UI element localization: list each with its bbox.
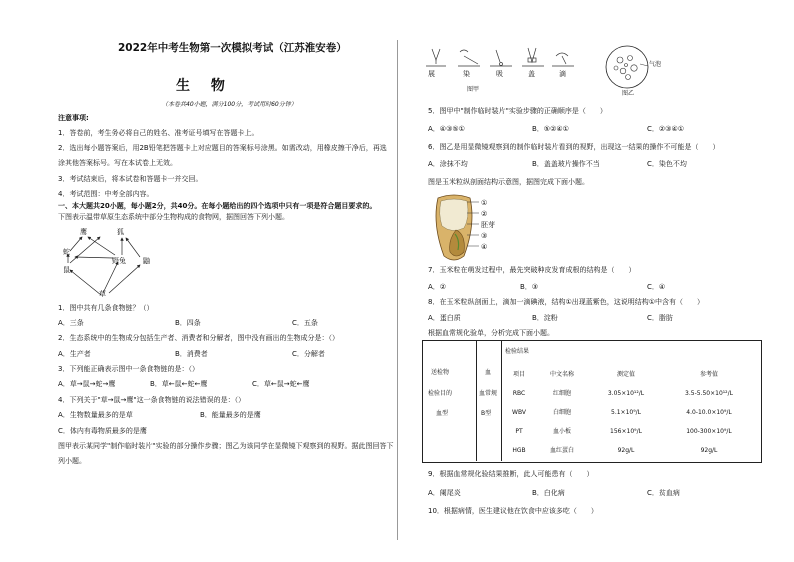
table-cell: 92g/L — [617, 446, 635, 454]
header-cell: 参考值 — [699, 370, 718, 378]
table-cell: 血小板 — [552, 427, 571, 435]
corn-label: ③ — [481, 232, 488, 240]
question: 2．生态系统中的生物成分包括生产者、消费者和分解者，图中没有画出的生物成分是：（） — [58, 334, 339, 342]
header-cell: 测定值 — [616, 370, 635, 378]
table-cell: B型 — [481, 410, 492, 417]
table-rule — [501, 340, 502, 461]
right-column — [397, 0, 794, 562]
subject-title: 生 物 — [176, 78, 233, 94]
paragraph: 列小题。 — [58, 457, 86, 465]
option: A．涂抹不均 — [428, 160, 468, 168]
option: B．能量最多的是鹰 — [200, 411, 261, 419]
option: C．染色不均 — [647, 160, 687, 168]
option: C．草←鼠→蛇←鹰 — [252, 380, 310, 388]
table-cell: 送检物 — [431, 369, 450, 376]
option: C．五条 — [292, 319, 318, 327]
table-cell: 5.1×10⁹/L — [611, 408, 641, 416]
option: A．三条 — [58, 319, 84, 327]
bubble-label: 气泡 — [649, 61, 662, 68]
note-item: 2．选出每小题答案后，用2B铅笔把答题卡上对应题目的答案标号涂黑。如需改动，用橡皮擦干净后，再选 — [58, 144, 387, 152]
corn-intro: 图是玉米粒纵剖面结构示意图，据图完成下面小题。 — [428, 178, 589, 186]
question: 6．图乙是用显微镜观察到的制作临时装片看到的视野，出现这一结果的操作不可能是（ ） — [428, 143, 720, 151]
option: B．四条 — [175, 319, 201, 327]
foodweb-node: 鹰 — [80, 228, 87, 236]
figure-caption: 图乙 — [622, 90, 635, 97]
option: B．淀粉 — [532, 314, 558, 322]
option: B．盖盖玻片操作不当 — [532, 160, 600, 168]
microscope-view-figure — [604, 44, 650, 90]
corn-label: ① — [481, 199, 488, 207]
option: A．生物数量最多的是草 — [58, 411, 133, 419]
table-cell: 100-300×10⁹/L — [686, 427, 732, 435]
option: B．③ — [520, 283, 539, 291]
option: C．脂肪 — [647, 314, 673, 322]
corn-label: ② — [481, 210, 488, 218]
header-cell: 中文名称 — [549, 370, 574, 378]
option: C．④ — [647, 283, 666, 291]
step-label: 滴 — [559, 70, 566, 78]
note-item: 4．考试范围：中考全部内容。 — [58, 190, 154, 198]
header-cell: 项目 — [512, 370, 525, 378]
step-label: 盖 — [528, 70, 535, 78]
foodweb-node: 野兔 — [112, 257, 126, 265]
question: 1．图中共有几条食物链？（） — [58, 304, 154, 312]
table-cell: WBV — [512, 408, 526, 416]
foodweb-node: 草 — [99, 290, 106, 298]
section-intro: 下图表示温带草原生态系统中部分生物构成的食物网，据图回答下列小题。 — [58, 213, 289, 221]
question: 4．下列关于"草→鼠→鹰"这一条食物链的说法错误的是：（） — [58, 396, 246, 404]
question: 9．根据血常规化验结果推断，此人可能患有（ ） — [428, 470, 594, 478]
table-cell: 白细胞 — [552, 408, 571, 416]
table-cell: 血型 — [436, 410, 449, 417]
question: 10．根据病情，医生建议他在饮食中应该多吃（ ） — [428, 507, 598, 515]
step-label: 展 — [428, 70, 435, 78]
paragraph: 图甲表示某同学"制作临时装片"实验的部分操作步骤；图乙为该同学在显微镜下观察到的视野。据此图回答下 — [58, 442, 394, 450]
option: C．②③④① — [647, 125, 684, 133]
exam-meta: （本卷共40小题，满分100分，考试用时60分钟） — [162, 101, 297, 108]
step-label: 染 — [463, 70, 470, 78]
blood-intro: 根据血常规化验单，分析完成下面小题。 — [428, 329, 554, 337]
option: B．白化病 — [532, 489, 565, 497]
note-item: 涂其他答案标号。写在本试卷上无效。 — [58, 159, 177, 167]
table-cell: 血红蛋白 — [549, 446, 574, 454]
foodweb-node: 鼠 — [63, 266, 70, 274]
table-cell: 检验目的 — [428, 390, 453, 397]
option: B．消费者 — [175, 350, 208, 358]
table-rule — [476, 340, 477, 461]
corn-label: 胚芽 — [481, 221, 495, 229]
table-cell: 156×10⁹/L — [610, 427, 642, 435]
option: C．贫血病 — [647, 489, 680, 497]
table-cell: 3.05×10¹²/L — [607, 389, 645, 397]
question: 5．图甲中"制作临时装片"实验步骤的正确顺序是（ ） — [428, 107, 607, 115]
note-item: 3．考试结束后，将本试卷和答题卡一并交回。 — [58, 175, 203, 183]
table-cell: 92g/L — [700, 446, 718, 454]
option: B．⑤②④① — [532, 125, 569, 133]
notes-heading: 注意事项: — [58, 114, 89, 122]
question: 3．下列能正确表示图中一条食物链的是：（） — [58, 365, 199, 373]
option: A．② — [428, 283, 447, 291]
option: A．生产者 — [58, 350, 91, 358]
table-cell: HGB — [512, 446, 526, 454]
option: A．阑尾炎 — [428, 489, 461, 497]
option: A．草→鼠→蛇→鹰 — [58, 380, 116, 388]
table-cell: PT — [515, 427, 523, 435]
table-cell: 4.0-10.0×10⁹/L — [686, 408, 732, 416]
question: 7．玉米粒在萌发过程中，最先突破种皮发育成根的结构是（ ） — [428, 266, 636, 274]
option: B．草←鼠←蛇←鹰 — [150, 380, 208, 388]
note-item: 1．答卷前，考生务必将自己的姓名、准考证号填写在答题卡上。 — [58, 129, 259, 137]
paper-title: 2022年中考生物第一次模拟考试（江苏淮安卷） — [118, 42, 347, 54]
table-cell: 血 — [485, 369, 492, 376]
table-cell: RBC — [512, 389, 526, 397]
table-cell: 3.5-5.50×10¹²/L — [685, 389, 733, 397]
foodweb-node: 狐 — [117, 228, 124, 236]
option: C．分解者 — [292, 350, 325, 358]
figure-caption: 图甲 — [467, 86, 480, 93]
option: A．蛋白质 — [428, 314, 461, 322]
results-heading: 检验结果 — [505, 348, 530, 355]
option: C．体内有毒物质最多的是鹰 — [58, 427, 147, 435]
table-cell: 红细胞 — [552, 389, 571, 397]
question: 8．在玉米粒纵剖面上，滴加一滴碘液，结构①出现蓝紫色，这说明结构①中含有（ ） — [428, 298, 705, 306]
step-label: 吸 — [496, 70, 503, 78]
corn-label: ④ — [481, 243, 488, 251]
foodweb-node: 鼬 — [143, 257, 150, 265]
foodweb-node: 蛇 — [63, 248, 70, 256]
table-cell: 血常规 — [479, 390, 498, 397]
results-table — [505, 365, 757, 460]
option: A．④③⑤① — [428, 125, 465, 133]
section-heading: 一、本大题共20小题，每小题2分，共40分。在每小题给出的四个选项中只有一项是符合题目要求的。 — [58, 202, 377, 210]
